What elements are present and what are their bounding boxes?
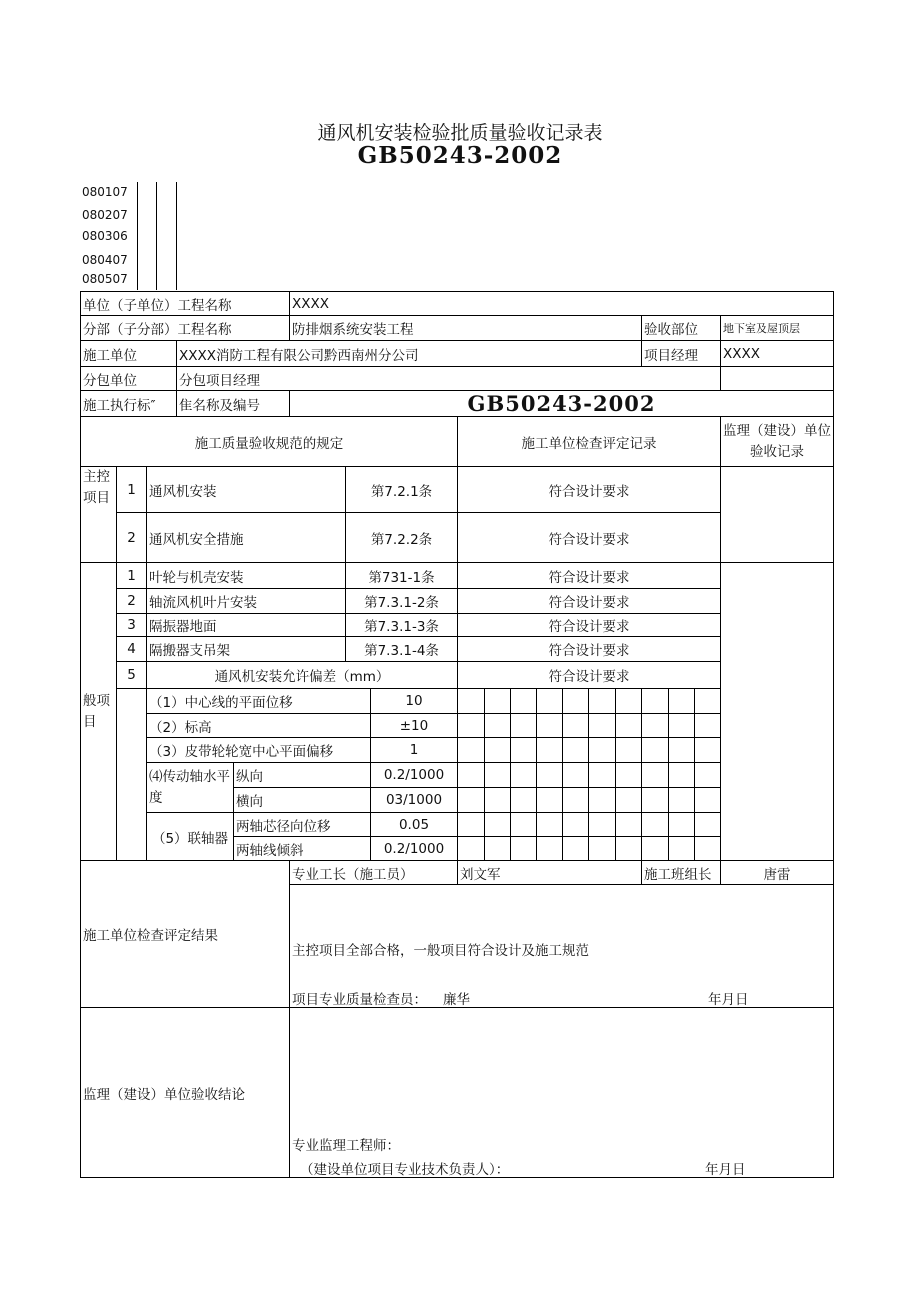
measurement-cell — [562, 787, 589, 813]
measurement-cell — [588, 713, 616, 738]
main-item-no: 2 — [116, 512, 147, 563]
general-item-result: 符合设计要求 — [457, 588, 721, 614]
measurement-cell — [510, 688, 537, 714]
measurement-cell — [588, 762, 616, 788]
engineer-label: 专业监理工程师： — [292, 1138, 400, 1154]
general-item-name: 隔振器地面 — [146, 613, 346, 637]
general-item-no: 2 — [116, 588, 147, 614]
measurement-cell — [510, 737, 537, 763]
contractor-value: XXXX消防工程有限公司黔西南州分公司 — [176, 340, 642, 367]
code-item: 080207 — [82, 208, 128, 222]
measurement-cell — [641, 713, 669, 738]
measurement-cell — [615, 836, 642, 861]
measurement-cell — [668, 812, 695, 837]
document-standard: GB50243-2002 — [357, 142, 563, 169]
main-item-clause: 第7.2.1条 — [345, 466, 458, 513]
deviation-result: 符合设计要求 — [457, 661, 721, 689]
general-item-result: 符合设计要求 — [457, 636, 721, 662]
measurement-cell — [641, 737, 669, 763]
measurement-cell — [615, 812, 642, 837]
measurement-cell — [457, 688, 485, 714]
main-item-name: 通风机安装 — [146, 466, 346, 513]
general-item-clause: 第7.3.1-3条 — [345, 613, 458, 637]
team-leader-label: 施工班组长 — [641, 860, 721, 885]
coupling-sub-value: 0.05 — [370, 812, 458, 837]
shaft-sub-item: 横向 — [233, 787, 371, 813]
deviation-value: ±10 — [370, 713, 458, 738]
measurement-cell — [615, 787, 642, 813]
supervision-column-header: 监理（建设）单位验收记录 — [720, 416, 834, 467]
measurement-cell — [668, 737, 695, 763]
standard-label-a: 施工执行标″ — [80, 390, 177, 417]
supervision-label: 监理（建设）单位验收结论 — [80, 1007, 290, 1178]
general-item-name: 隔搬器支吊架 — [146, 636, 346, 662]
measurement-cell — [484, 836, 511, 861]
general-item-name: 叶轮与机壳安装 — [146, 562, 346, 589]
measurement-cell — [562, 713, 589, 738]
measurement-cell — [457, 812, 485, 837]
contractor-label: 施工单位 — [80, 340, 177, 367]
measurement-cell — [641, 688, 669, 714]
project-label: 单位（子单位）工程名称 — [80, 291, 290, 316]
measurement-cell — [484, 737, 511, 763]
coupling-sub-value: 0.2/1000 — [370, 836, 458, 861]
measurement-cell — [457, 713, 485, 738]
measurement-cell — [694, 737, 721, 763]
manager-label: 项目经理 — [641, 340, 721, 367]
general-item-no: 3 — [116, 613, 147, 637]
measurement-cell — [536, 713, 563, 738]
inspector-value: 廉华 — [443, 992, 470, 1008]
measurement-cell — [615, 713, 642, 738]
measurement-cell — [484, 688, 511, 714]
coupling-sub-item: 两轴线倾斜 — [233, 836, 371, 861]
foreman-value: 刘文军 — [457, 860, 642, 885]
main-item-clause: 第7.2.2条 — [345, 512, 458, 563]
main-items-label: 主控项目 — [80, 466, 117, 563]
measurement-cell — [668, 762, 695, 788]
result-conclusion: 主控项目全部合格，一般项目符合设计及施工规范 — [292, 943, 589, 959]
measurement-cell — [484, 812, 511, 837]
sub-manager-label: 分包项目经理 — [176, 366, 721, 391]
general-item-result: 符合设计要求 — [457, 613, 721, 637]
measurement-cell — [536, 688, 563, 714]
measurement-cell — [510, 762, 537, 788]
code-item: 080306 — [82, 229, 128, 243]
deviation-value: 10 — [370, 688, 458, 714]
coupling-sub-item: 两轴芯径向位移 — [233, 812, 371, 837]
deviation-item: （3）皮带轮轮宽中心平面偏移 — [146, 737, 371, 763]
code-item: 080107 — [82, 185, 128, 199]
main-item-no: 1 — [116, 466, 147, 513]
project-value: XXXX — [289, 291, 834, 316]
measurement-cell — [588, 688, 616, 714]
measurement-cell — [562, 737, 589, 763]
coupling-label: （5）联轴器 — [146, 812, 234, 861]
deviation-value: 1 — [370, 737, 458, 763]
measurement-cell — [510, 836, 537, 861]
measurement-cell — [588, 737, 616, 763]
shaft-sub-value: 03/1000 — [370, 787, 458, 813]
main-item-result: 符合设计要求 — [457, 512, 721, 563]
measurement-cell — [641, 812, 669, 837]
measurement-cell — [588, 787, 616, 813]
general-item-clause: 第7.3.1-4条 — [345, 636, 458, 662]
measurement-cell — [694, 836, 721, 861]
shaft-label: ⑷传动轴水平度 — [146, 762, 234, 813]
measurement-cell — [694, 688, 721, 714]
measurement-cell — [668, 713, 695, 738]
measurement-cell — [457, 787, 485, 813]
measurement-cell — [694, 762, 721, 788]
measurement-cell — [457, 762, 485, 788]
inspection-part-label: 验收部位 — [641, 315, 721, 341]
subproject-label: 分部（子分部）工程名称 — [80, 315, 290, 341]
deviation-no: 5 — [116, 661, 147, 689]
subproject-value: 防排烟系统安装工程 — [289, 315, 642, 341]
team-leader-value: 唐雷 — [720, 860, 834, 885]
general-items-supervision — [720, 562, 834, 861]
deviation-item: （1）中心线的平面位移 — [146, 688, 371, 714]
main-item-result: 符合设计要求 — [457, 466, 721, 513]
measurement-cell — [562, 762, 589, 788]
shaft-sub-value: 0.2/1000 — [370, 762, 458, 788]
measurement-cell — [510, 787, 537, 813]
inspector-label: 项目专业质量检查员： — [292, 992, 427, 1008]
main-items-supervision — [720, 466, 834, 563]
measurement-cell — [668, 688, 695, 714]
spec-column-header: 施工质量验收规范的规定 — [80, 416, 458, 467]
measurement-cell — [536, 812, 563, 837]
measurement-cell — [536, 762, 563, 788]
measurement-cell — [562, 836, 589, 861]
deviation-blank — [116, 688, 147, 861]
measurement-cell — [484, 787, 511, 813]
record-column-header: 施工单位检查评定记录 — [457, 416, 721, 467]
foreman-label: 专业工长（施工员） — [289, 860, 458, 885]
general-item-no: 1 — [116, 562, 147, 589]
measurement-cell — [484, 762, 511, 788]
measurement-cell — [641, 762, 669, 788]
measurement-cell — [510, 812, 537, 837]
result-date: 年月日 — [708, 992, 749, 1008]
code-item: 080507 — [82, 272, 128, 286]
standard-label-b: 隹名称及编号 — [176, 390, 290, 417]
sub-manager-value — [720, 366, 834, 391]
result-label: 施工单位检查评定结果 — [80, 860, 290, 1008]
measurement-cell — [457, 836, 485, 861]
general-item-no: 4 — [116, 636, 147, 662]
measurement-cell — [641, 836, 669, 861]
measurement-cell — [588, 812, 616, 837]
general-item-result: 符合设计要求 — [457, 562, 721, 589]
measurement-cell — [484, 713, 511, 738]
measurement-cell — [694, 812, 721, 837]
measurement-cell — [562, 688, 589, 714]
measurement-cell — [562, 812, 589, 837]
measurement-cell — [668, 836, 695, 861]
general-item-clause: 第7.3.1-2条 — [345, 588, 458, 614]
measurement-cell — [588, 836, 616, 861]
owner-label: （建设单位项目专业技术负责人）： — [300, 1162, 510, 1178]
inspection-part-value: 地下室及屋顶层 — [720, 315, 834, 341]
document-title: 通风机安装检验批质量验收记录表 — [317, 122, 603, 144]
measurement-cell — [641, 787, 669, 813]
measurement-cell — [536, 787, 563, 813]
measurement-cell — [615, 762, 642, 788]
measurement-cell — [457, 737, 485, 763]
code-item: 080407 — [82, 253, 128, 267]
measurement-cell — [668, 787, 695, 813]
general-item-name: 轴流风机叶片安装 — [146, 588, 346, 614]
main-item-name: 通风机安全措施 — [146, 512, 346, 563]
standard-value: GB50243-2002 — [289, 390, 834, 417]
measurement-cell — [615, 737, 642, 763]
measurement-cell — [694, 787, 721, 813]
measurement-cell — [694, 713, 721, 738]
measurement-cell — [615, 688, 642, 714]
general-item-clause: 第731-1条 — [345, 562, 458, 589]
supervision-date: 年月日 — [705, 1162, 746, 1178]
shaft-sub-item: 纵向 — [233, 762, 371, 788]
deviation-name: 通风机安装允许偏差（mm） — [146, 661, 458, 689]
deviation-item: （2）标高 — [146, 713, 371, 738]
general-items-label: 般项目 — [80, 562, 117, 861]
measurement-cell — [536, 836, 563, 861]
measurement-cell — [536, 737, 563, 763]
subcontractor-label: 分包单位 — [80, 366, 177, 391]
manager-value: XXXX — [720, 340, 834, 367]
measurement-cell — [510, 713, 537, 738]
